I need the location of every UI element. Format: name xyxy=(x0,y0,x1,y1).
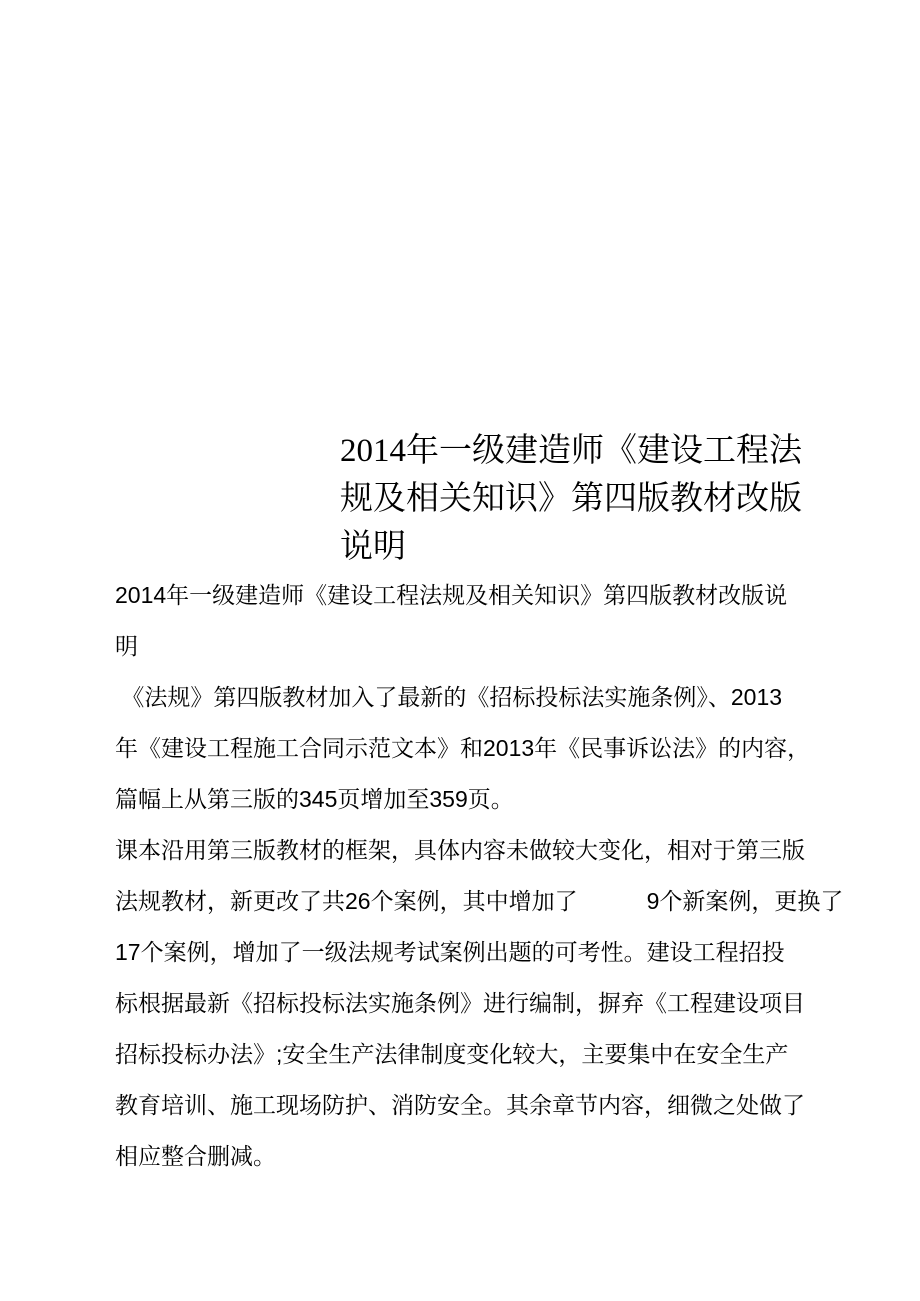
body-text-line: 2014年一级建造师《建设工程法规及相关知识》第四版教材改版说 xyxy=(115,582,788,608)
body-text-line: 17个案例，增加了一级法规考试案例出题的可考性。建设工程招投 xyxy=(115,939,785,965)
body-text-line: 明 xyxy=(115,633,138,659)
document-body xyxy=(115,570,844,1182)
title-line: 规及相关知识》第四版教材改版 xyxy=(340,481,802,517)
body-text-line: 年《建设工程施工合同示范文本》和2013年《民事诉讼法》的内容， xyxy=(115,735,811,761)
title-line: 说明 xyxy=(340,529,406,565)
body-text-line: 标根据最新《招标投标法实施条例》进行编制，摒弃《工程建设项目 xyxy=(115,990,805,1016)
body-text-line: 课本沿用第三版教材的框架，具体内容未做较大变化，相对于第三版 xyxy=(115,837,805,863)
document-title xyxy=(340,427,802,571)
body-text-line: 篇幅上从第三版的345页增加至359页。 xyxy=(115,786,514,812)
body-text-line: 相应整合删减。 xyxy=(115,1143,276,1169)
body-text-line: 招标投标办法》;安全生产法律制度变化较大，主要集中在安全生产 xyxy=(115,1041,789,1067)
body-text-line: 教育培训、施工现场防护、消防安全。其余章节内容，细微之处做了 xyxy=(115,1092,805,1118)
title-line: 2014年一级建造师《建设工程法 xyxy=(340,433,802,469)
body-text-line: 法规教材，新更改了共26个案例，其中增加了 9个新案例，更换了 xyxy=(115,888,844,914)
body-text-line: 《法规》第四版教材加入了最新的《招标投标法实施条例》、2013 xyxy=(115,684,783,710)
